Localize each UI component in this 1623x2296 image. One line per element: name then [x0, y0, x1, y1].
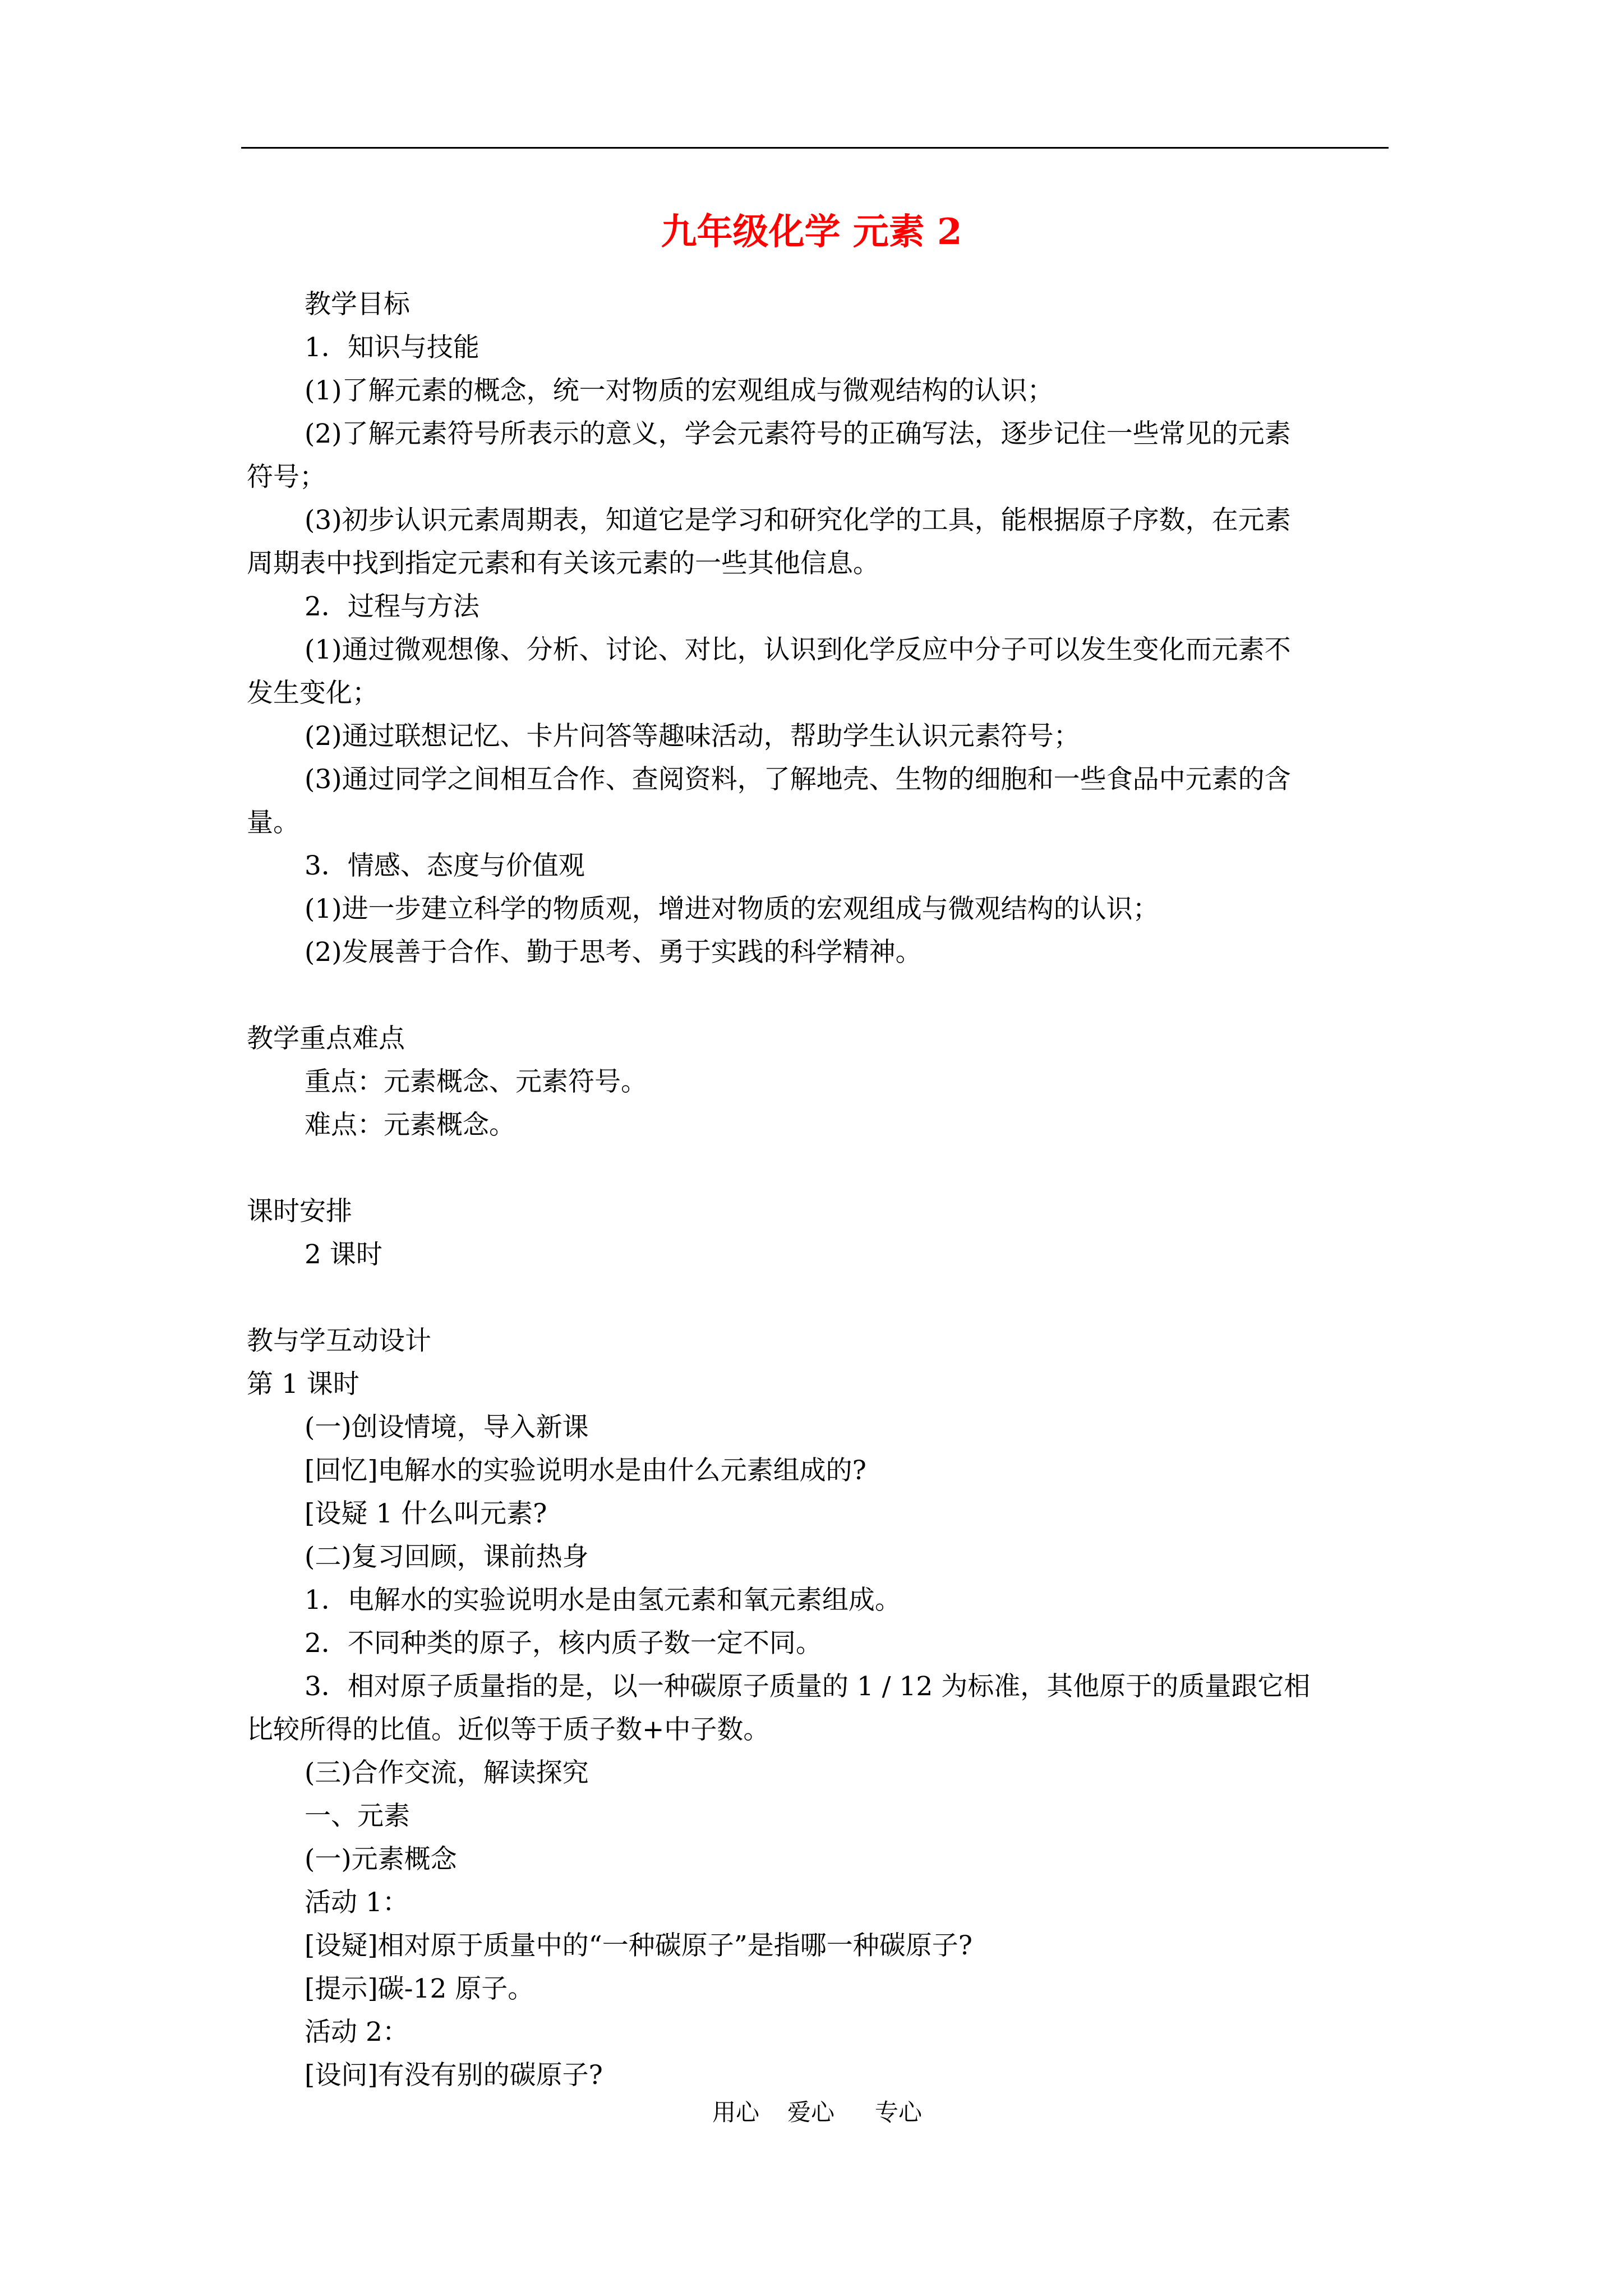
text-line: 2．过程与方法: [305, 591, 479, 622]
section-heading: 教与学互动设计: [247, 1326, 431, 1356]
text-line: 难点：元素概念。: [305, 1110, 515, 1140]
footer-right: 专心: [875, 2099, 923, 2126]
text-line: [设疑]相对原于质量中的“一种碳原子”是指哪一种碳原子?: [305, 1930, 972, 1961]
text-line: (1)进一步建立科学的物质观，增进对物质的宏观组成与微观结构的认识；: [305, 894, 1159, 924]
text-line: 2 课时: [305, 1239, 382, 1270]
text-line: (三)合作交流，解读探究: [305, 1757, 589, 1788]
text-line: (一)元素概念: [305, 1844, 457, 1875]
text-line: (2)了解元素符号所表示的意义，学会元素符号的正确写法，逐步记住一些常见的元素: [305, 418, 1291, 449]
text-line: (二)复习回顾，课前热身: [305, 1542, 589, 1572]
text-line: 活动 2：: [305, 2017, 409, 2047]
text-line: (3)通过同学之间相互合作、查阅资料，了解地壳、生物的细胞和一些食品中元素的含: [305, 764, 1291, 795]
header-rule: [241, 147, 1389, 149]
text-line: 3．相对原子质量指的是，以一种碳原子质量的 1 / 12 为标准，其他原于的质量跟它相: [305, 1671, 1311, 1702]
text-line: 周期表中找到指定元素和有关该元素的一些其他信息。: [247, 548, 879, 579]
text-line: 发生变化；: [247, 678, 379, 708]
text-line: (1)通过微观想像、分析、讨论、对比，认识到化学反应中分子可以发生变化而元素不: [305, 634, 1291, 665]
text-line: 比较所得的比值。近似等于质子数+中子数。: [247, 1714, 770, 1745]
section-heading: 课时安排: [247, 1196, 352, 1227]
text-line: [回忆]电解水的实验说明水是由什么元素组成的?: [305, 1455, 866, 1486]
text-line: 量。: [247, 807, 299, 838]
text-line: 教学目标: [305, 289, 410, 320]
text-line: [设问]有没有别的碳原子?: [305, 2060, 603, 2091]
text-line: (1)了解元素的概念，统一对物质的宏观组成与微观结构的认识；: [305, 375, 1054, 406]
text-line: 1．电解水的实验说明水是由氢元素和氧元素组成。: [305, 1585, 901, 1616]
section-heading: 教学重点难点: [247, 1023, 405, 1054]
text-line: (2)通过联想记忆、卡片问答等趣味活动，帮助学生认识元素符号；: [305, 721, 1080, 752]
footer-middle: 爱心: [787, 2099, 835, 2126]
text-line: 1．知识与技能: [305, 332, 479, 363]
text-line: 符号；: [247, 462, 326, 493]
text-line: [提示]碳-12 原子。: [305, 1973, 534, 2004]
text-line: (一)创设情境，导入新课: [305, 1412, 589, 1443]
text-line: 2．不同种类的原子，核内质子数一定不同。: [305, 1628, 822, 1659]
text-line: [设疑 1 什么叫元素?: [305, 1498, 547, 1529]
text-line: 第 1 课时: [247, 1369, 359, 1400]
footer-left: 用心: [712, 2099, 760, 2126]
text-line: (3)初步认识元素周期表，知道它是学习和研究化学的工具，能根据原子序数，在元素: [305, 505, 1291, 536]
document-title: 九年级化学 元素 2: [661, 211, 962, 253]
text-line: 活动 1：: [305, 1887, 409, 1918]
text-line: (2)发展善于合作、勤于思考、勇于实践的科学精神。: [305, 937, 922, 968]
text-line: 3．情感、态度与价值观: [305, 850, 585, 881]
text-line: 重点：元素概念、元素符号。: [305, 1066, 647, 1097]
text-line: 一、元素: [305, 1801, 410, 1832]
